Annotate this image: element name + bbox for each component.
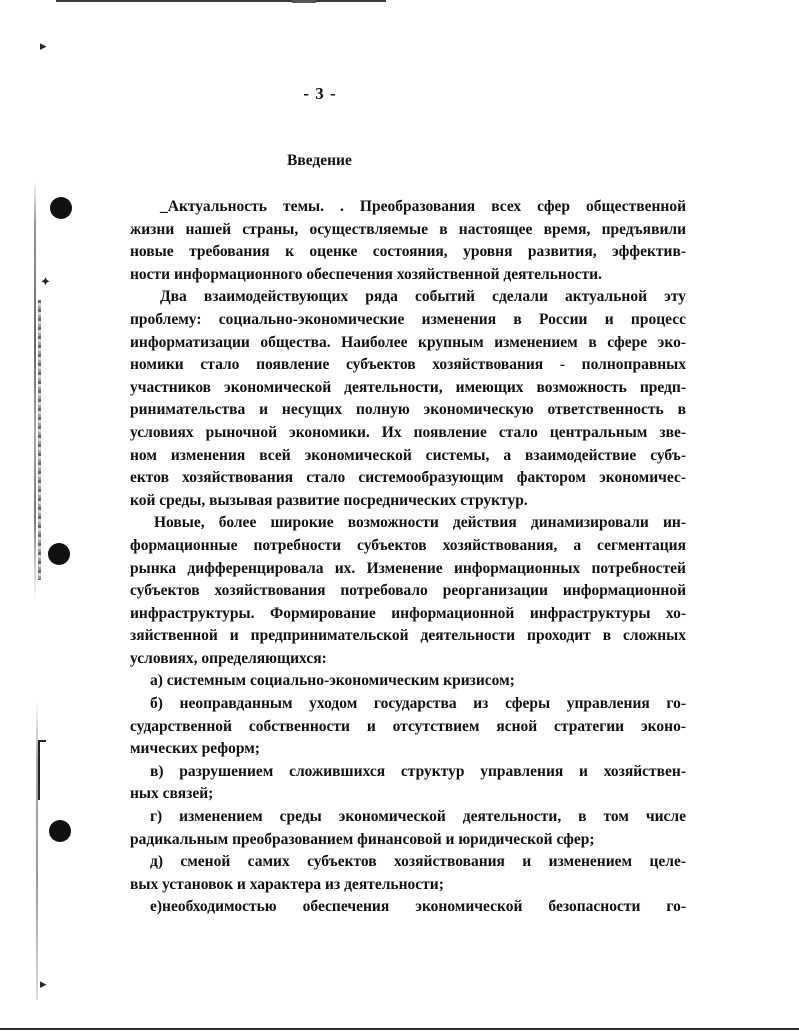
text-line: кой среды, вызывая развитие посреднических структур. [130,491,528,509]
text-line: б) неоправданным уходом государства из сферы управления го- [150,695,686,713]
text-line: мических реформ; [130,740,260,758]
text-line: инфраструктуры. Формирование информационной инфраструктуры хо- [130,604,686,622]
text-line: ном изменения всей экономической системы, а взаимодействие субъ- [130,446,686,464]
text-line: а) системным социально-экономическим кризисом; [150,672,515,690]
text-line: Два взаимодействующих ряда событий сделали актуальной эту [160,288,686,306]
text-line: информатизации общества. Наиболее крупным изменением в сфере эко- [130,333,686,351]
text-line: условиях, определяющихся: [130,649,327,667]
text-line: г) изменением среды экономической деятельности, в том числе [150,808,686,826]
page-number: - 3 - [303,84,337,103]
text-line: е)необходимостью обеспечения экономической безопасности го- [150,898,686,916]
text-line: условиях рыночной экономики. Их появление стало центральным зве- [130,423,686,441]
text-line: ектов хозяйствования стало системообразующим фактором экономичес- [130,469,686,487]
text-line: сударственной собственности и отсутствием ясной стратегии эконо- [130,717,686,735]
text-line: жизни нашей страны, осуществляемые в настоящее время, предъявили [130,220,686,238]
punch-hole-icon [49,820,71,842]
text-line: субъектов хозяйствования потребовало реорганизации информационной [130,582,686,600]
text-line: д) сменой самих субъектов хозяйствования и изменением целе- [150,853,686,871]
text-line: участников экономической деятельности, имеющих возможность предп- [130,378,686,396]
text-line: зяйственной и предпринимательской деятельности проходит в сложных [130,627,686,645]
text-line: ности информационного обеспечения хозяйственной деятельности. [130,265,602,283]
scan-mark-icon: ✦ [40,275,51,290]
scan-mark-icon: ▸ [40,977,47,992]
scan-mark-line [38,740,46,742]
text-line: вых установок и характера из деятельности; [130,875,444,893]
text-line: номики стало появление субъектов хозяйствования - полноправных [130,356,686,374]
text-line: проблему: социально-экономические изменения в России и процесс [130,310,686,328]
text-line: _Актуальность темы. . Преобразования всех сфер общественной [160,198,686,215]
text-line: формационные потребности субъектов хозяйствования, а сегментация [130,536,686,554]
scan-edge-left [34,180,36,600]
text-line: новые требования к оценке состояния, уровня развития, эффектив- [130,243,686,261]
text-line: радикальным преобразованием финансовой и юридической сфер; [130,830,595,848]
scan-mark-icon: ▸ [40,39,47,54]
punch-hole-icon [48,543,70,565]
scan-mark-line [38,740,40,800]
punch-hole-icon [50,197,72,219]
text-line: в) разрушением сложившихся структур управления и хозяйствен- [150,762,686,780]
text-line: ных связей; [130,785,214,803]
text-line: ринимательства и несущих полную экономическую ответственность в [130,401,686,419]
scan-edge-top [56,0,386,2]
section-heading: Введение [287,152,352,169]
scan-edge-top-mark [292,0,316,3]
text-line: Новые, более широкие возможности действия динамизировали ин- [154,514,686,532]
text-line: рынка дифференцировала их. Изменение информационных потребностей [130,559,686,577]
body-text [130,196,686,919]
scan-edge-bottom [0,1028,799,1030]
scan-edge-left-noise [38,300,41,580]
